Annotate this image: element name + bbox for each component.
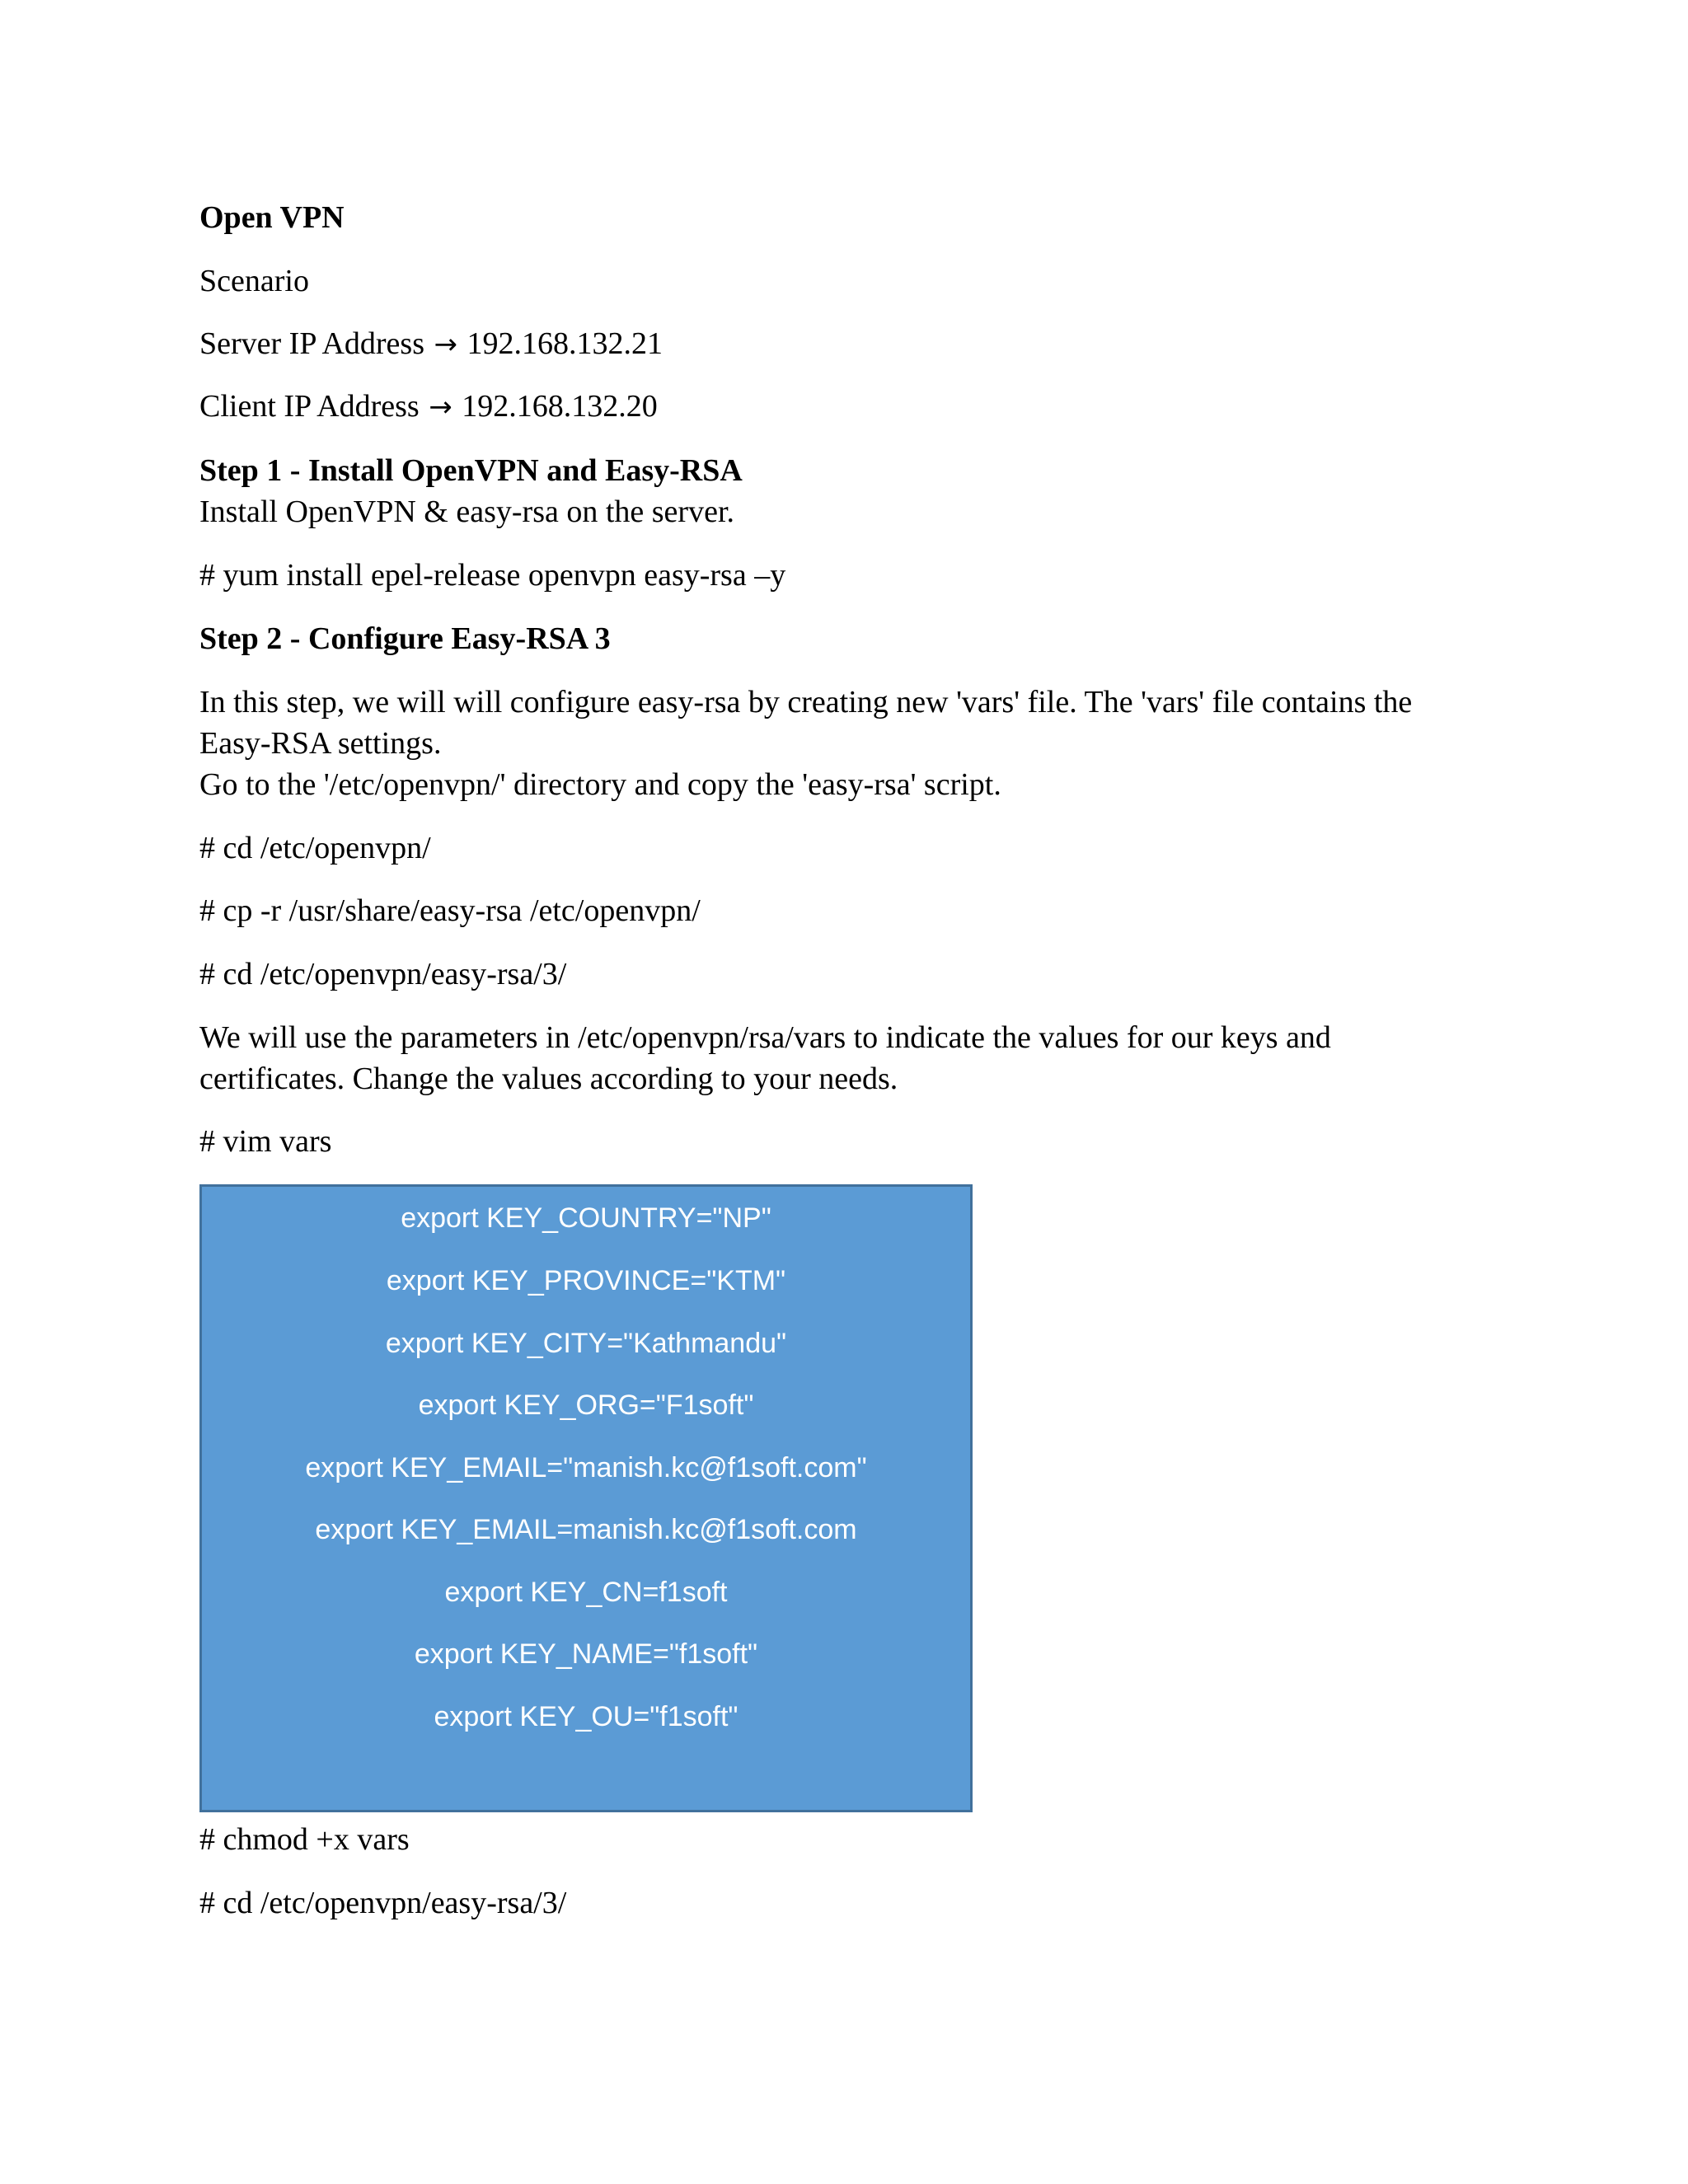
- client-ip-value: 192.168.132.20: [462, 389, 658, 424]
- step1-text: Install OpenVPN & easy-rsa on the server.: [199, 494, 735, 529]
- command-line: # cd /etc/openvpn/easy-rsa/3/: [199, 957, 567, 991]
- step2-heading: Step 2 - Configure Easy-RSA 3: [199, 621, 611, 656]
- step1-command: # yum install epel-release openvpn easy-rsa –y: [199, 558, 786, 593]
- vars-line: export KEY_OU="f1soft": [434, 1701, 738, 1732]
- vars-line: export KEY_PROVINCE="KTM": [386, 1265, 786, 1296]
- server-ip-label: Server IP Address: [199, 326, 424, 361]
- client-ip-label: Client IP Address: [199, 389, 420, 424]
- right-arrow-icon: →: [434, 328, 457, 361]
- client-ip-line: [199, 386, 658, 428]
- command-line: # cd /etc/openvpn/easy-rsa/3/: [199, 1886, 567, 1920]
- document-title: Open VPN: [199, 200, 345, 235]
- step2-paragraph-line-3: Go to the '/etc/openvpn/' directory and copy the 'easy-rsa' script.: [199, 767, 1001, 802]
- step2-paragraph-line-1: In this step, we will will configure easy-rsa by creating new 'vars' file. The 'vars' file contains the: [199, 685, 1413, 719]
- vars-line: export KEY_ORG="F1soft": [418, 1390, 754, 1421]
- right-arrow-icon: →: [429, 391, 452, 424]
- scenario-label: Scenario: [199, 264, 309, 298]
- server-ip-value: 192.168.132.21: [467, 326, 663, 361]
- step1-heading: Step 1 - Install OpenVPN and Easy-RSA: [199, 453, 743, 488]
- vars-line: export KEY_CITY="Kathmandu": [385, 1328, 787, 1359]
- command-line: # cp -r /usr/share/easy-rsa /etc/openvpn/: [199, 893, 701, 928]
- vars-line: export KEY_COUNTRY="NP": [401, 1202, 771, 1234]
- vim-command: # vim vars: [199, 1124, 332, 1159]
- params-paragraph-line-2: certificates. Change the values according to your needs.: [199, 1062, 898, 1096]
- chmod-command: # chmod +x vars: [199, 1822, 410, 1857]
- command-line: # cd /etc/openvpn/: [199, 831, 431, 865]
- vars-line: export KEY_NAME="f1soft": [414, 1638, 758, 1670]
- params-paragraph-line-1: We will use the parameters in /etc/openvpn/rsa/vars to indicate the values for our keys and: [199, 1020, 1331, 1055]
- vars-line: export KEY_EMAIL=manish.kc@f1soft.com: [315, 1514, 857, 1545]
- vars-line: export KEY_EMAIL="manish.kc@f1soft.com": [305, 1452, 867, 1483]
- server-ip-line: [199, 323, 663, 365]
- vars-file-box: [199, 1184, 973, 1812]
- vars-line: export KEY_CN=f1soft: [444, 1577, 728, 1608]
- step2-paragraph-line-2: Easy-RSA settings.: [199, 726, 442, 761]
